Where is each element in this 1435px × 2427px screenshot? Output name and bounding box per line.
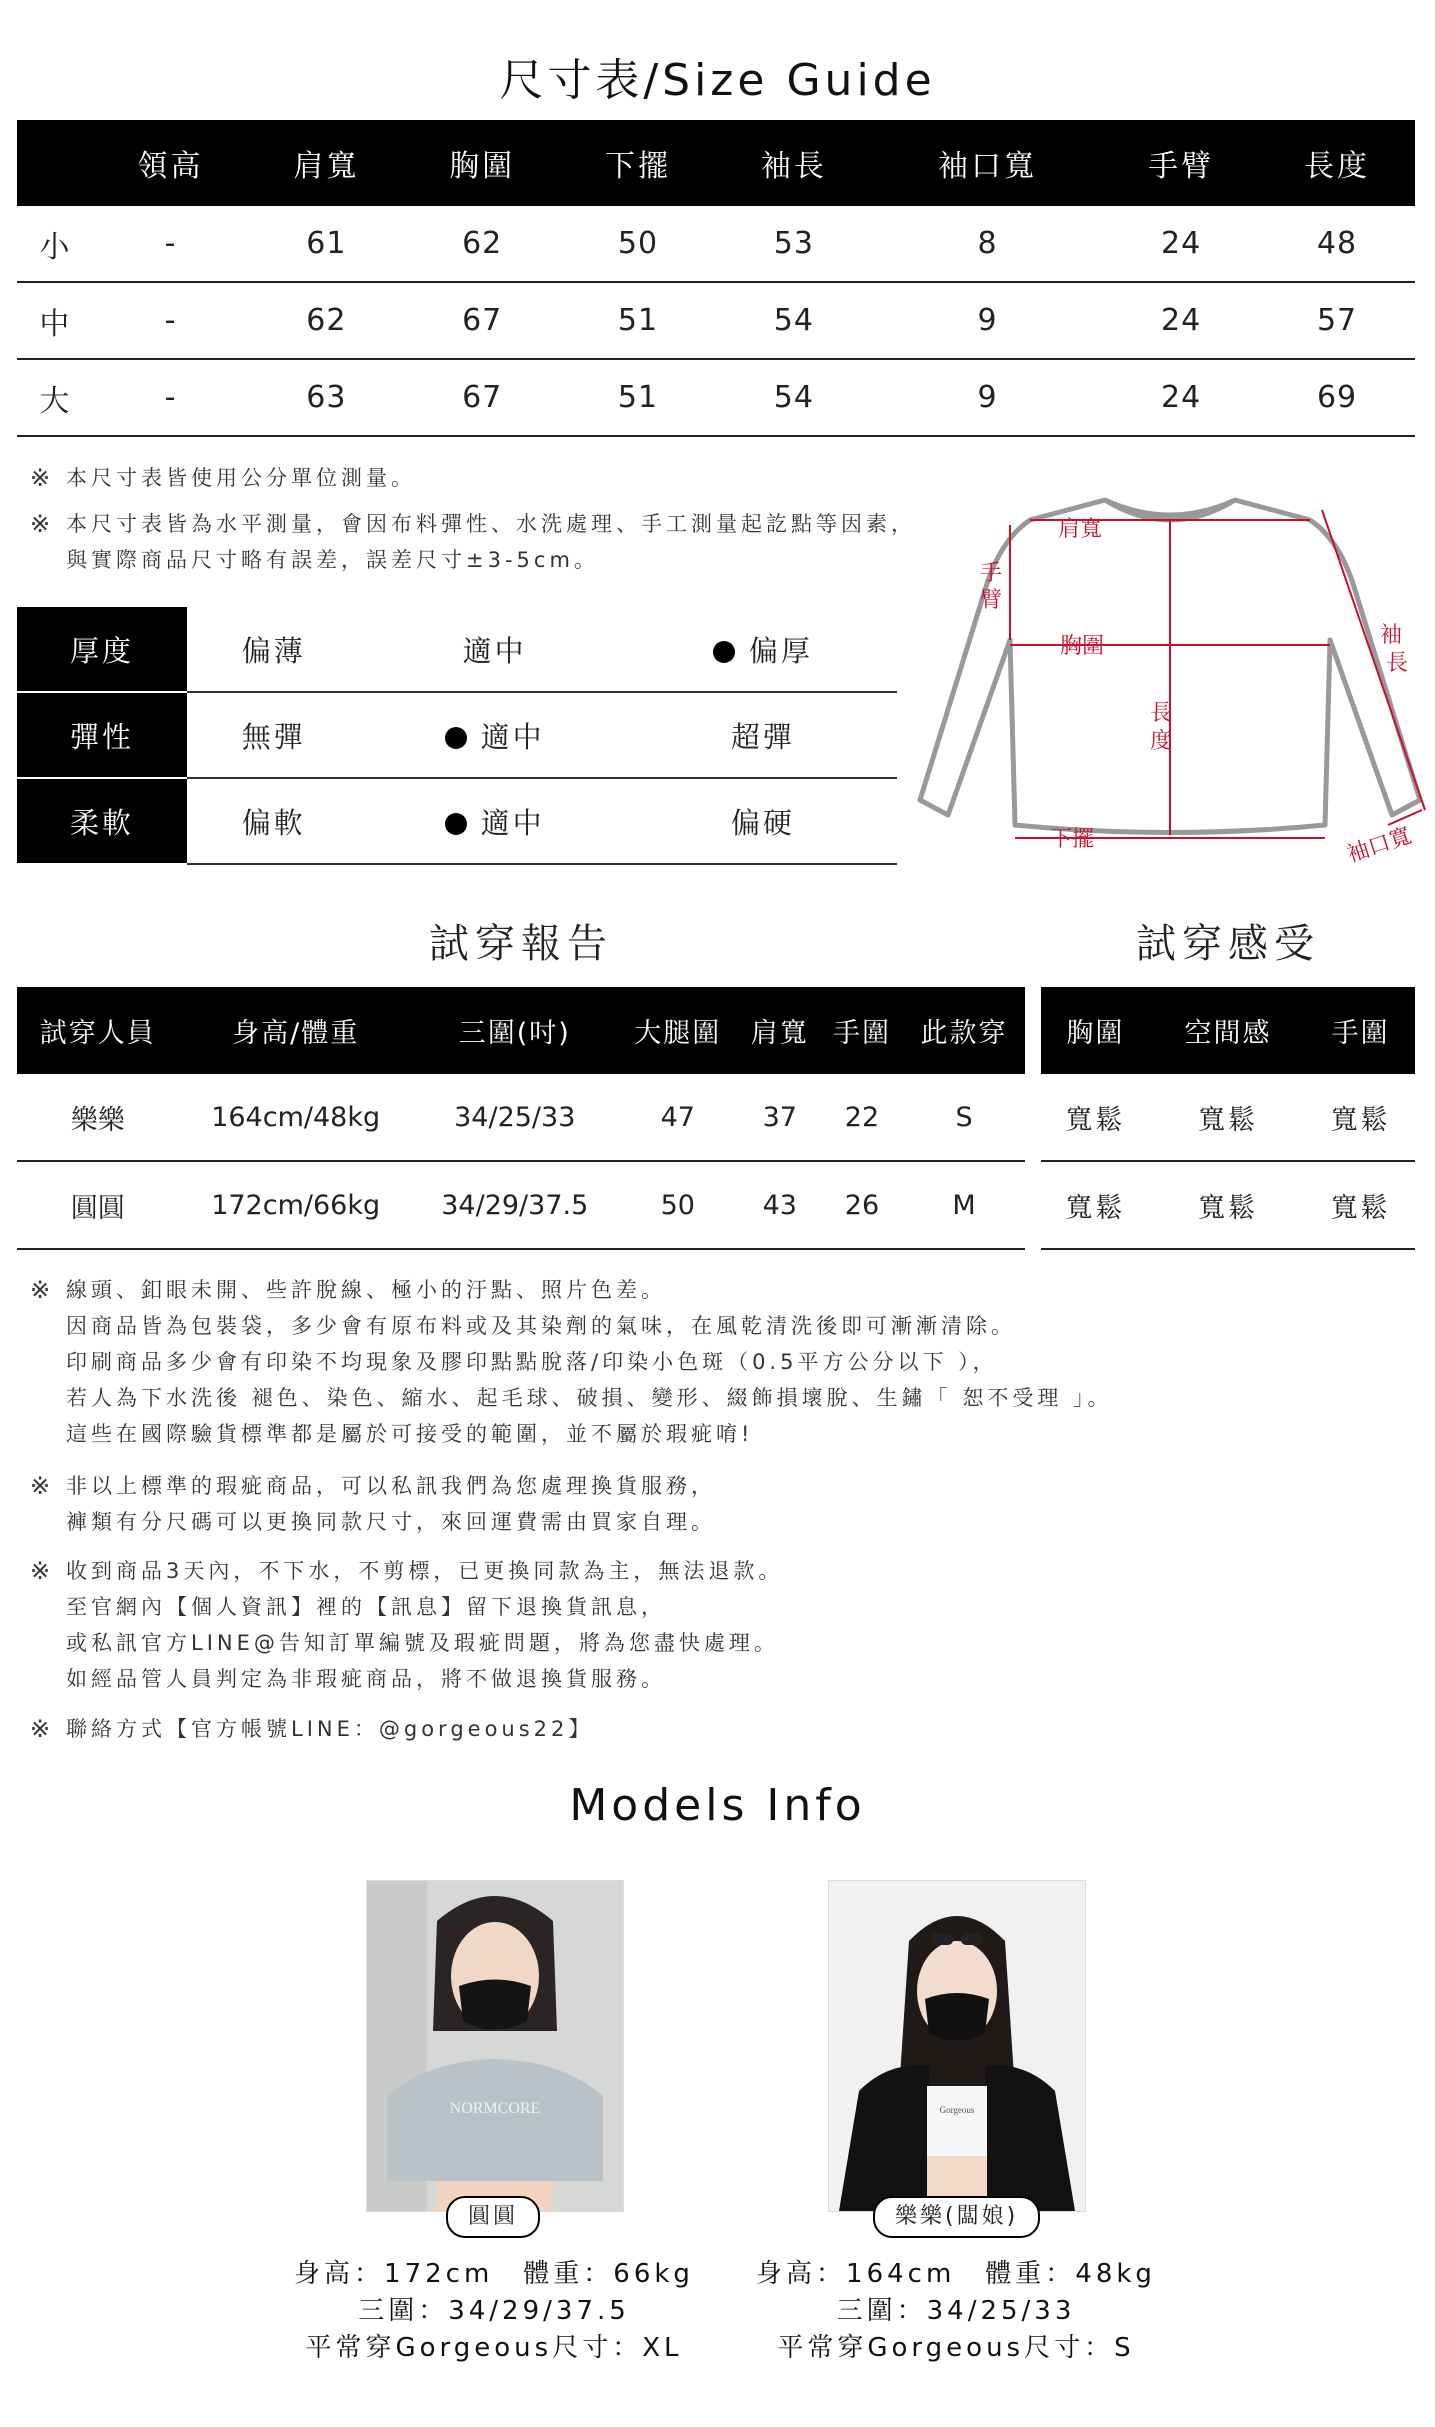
size-cell: 48 — [1259, 206, 1415, 282]
selected-dot-icon — [713, 641, 735, 663]
trial-cell: 圓圓 — [17, 1161, 179, 1249]
policy-block3 — [30, 1553, 784, 1697]
policy-line: 若人為下水洗後 褪色、染色、縮水、起毛球、破損、變形、綴飾損壞脫、生鏽「 恕不受理 」。 — [66, 1386, 1113, 1410]
size-cell: 53 — [716, 206, 872, 282]
size-cell: 24 — [1103, 282, 1259, 359]
attribute-option-label: 偏厚 — [748, 633, 813, 668]
trial-cell: 樂樂 — [17, 1074, 179, 1161]
selected-dot-icon — [445, 727, 467, 749]
shirt-outline — [910, 480, 1430, 880]
diagram-chest-label: 胸圍 — [1060, 634, 1105, 659]
feel-cell: 寬鬆 — [1150, 1074, 1306, 1161]
trial-cell: 164cm/48kg — [179, 1074, 413, 1161]
model-1-shirt-print: NORMCORE — [449, 2100, 541, 2117]
note-text: 與實際商品尺寸略有誤差，誤差尺寸±3-5cm。 — [66, 548, 599, 572]
size-cell: 62 — [404, 206, 560, 282]
attribute-option — [187, 692, 361, 778]
size-cell: 24 — [1103, 359, 1259, 436]
policy-line: 非以上標準的瑕疵商品，可以私訊我們為您處理換貨服務， — [66, 1474, 716, 1498]
size-col-header — [17, 120, 93, 206]
feel-col-header: 空間感 — [1150, 987, 1306, 1074]
attribute-option — [187, 607, 361, 692]
attribute-option-label: 適中 — [480, 719, 545, 754]
size-cell: 8 — [872, 206, 1103, 282]
trial-cell: M — [903, 1161, 1025, 1249]
attribute-option — [361, 778, 629, 864]
feel-col-header: 胸圍 — [1041, 987, 1150, 1074]
diagram-shoulder-label: 肩寬 — [1058, 517, 1103, 542]
model-2-label: 樂樂(闆娘) — [873, 2196, 1040, 2238]
size-cell: 51 — [560, 282, 716, 359]
attribute-table — [17, 607, 897, 865]
diagram-length-label-1: 長 — [1150, 701, 1173, 726]
size-cell: 67 — [404, 359, 560, 436]
trial-col-header: 肩寬 — [739, 987, 821, 1074]
policy-line: 這些在國際驗貨標準都是屬於可接受的範圍，並不屬於瑕疵唷! — [66, 1422, 754, 1446]
feel-cell: 寬鬆 — [1041, 1074, 1150, 1161]
trial-col-header: 此款穿 — [903, 987, 1025, 1074]
size-cell: 57 — [1259, 282, 1415, 359]
attribute-option — [361, 607, 629, 692]
diagram-cuff-label: 袖口寬 — [1344, 823, 1415, 868]
model-2-info-line: 身高：164cm 體重：48kg — [756, 2259, 1156, 2289]
trial-cell: 47 — [617, 1074, 739, 1161]
trial-cell: 50 — [617, 1161, 739, 1249]
size-cell: 50 — [560, 206, 716, 282]
attribute-label: 彈性 — [17, 692, 187, 778]
policy-line: 褲類有分尺碼可以更換同款尺寸，來回運費需由買家自理。 — [66, 1510, 716, 1534]
trial-cell: 34/25/33 — [413, 1074, 617, 1161]
size-col-header: 袖長 — [716, 120, 872, 206]
note-text: 本尺寸表皆為水平測量，會因布料彈性、水洗處理、手工測量起訖點等因素， — [66, 512, 916, 536]
size-col-header: 肩寬 — [248, 120, 404, 206]
attribute-option-label: 適中 — [480, 805, 545, 840]
model-2-info-line: 平常穿Gorgeous尺寸：S — [777, 2333, 1135, 2363]
size-cell: 54 — [716, 359, 872, 436]
size-col-header: 領高 — [93, 120, 249, 206]
attribute-option-label: 適中 — [462, 633, 527, 668]
note-mark: ※ — [30, 464, 55, 492]
trial-cell: 172cm/66kg — [179, 1161, 413, 1249]
model-2-shirt-print: Gorgeous — [939, 2105, 975, 2115]
attribute-option — [629, 692, 897, 778]
attribute-option — [361, 692, 629, 778]
policy-line: 線頭、釦眼未開、些許脫線、極小的汙點、照片色差。 — [66, 1278, 666, 1302]
trial-row — [17, 1074, 1025, 1161]
policy-line: 如經品管人員判定為非瑕疵商品，將不做退換貨服務。 — [66, 1667, 666, 1691]
attribute-option — [629, 778, 897, 864]
trial-cell: 43 — [739, 1161, 821, 1249]
model-2-image — [829, 1881, 1085, 2211]
size-cell: 24 — [1103, 206, 1259, 282]
trial-row — [17, 1161, 1025, 1249]
size-cell: - — [93, 359, 249, 436]
note-mark: ※ — [30, 1276, 55, 1304]
note-mark: ※ — [30, 1557, 55, 1585]
trial-col-header: 試穿人員 — [17, 987, 179, 1074]
note-2 — [30, 506, 916, 578]
trial-col-header: 手圍 — [821, 987, 903, 1074]
size-row — [17, 359, 1415, 436]
policy-block4 — [30, 1711, 594, 1747]
policy-block1 — [30, 1272, 1113, 1452]
trial-col-header: 大腿圍 — [617, 987, 739, 1074]
size-cell: 小 — [17, 206, 93, 282]
diagram-arm-label-1: 手 — [980, 561, 1003, 586]
size-col-header: 手臂 — [1103, 120, 1259, 206]
size-row — [17, 206, 1415, 282]
model-2-info — [716, 2256, 1196, 2367]
diagram-arm-label-2: 臂 — [980, 588, 1003, 613]
trial-cell: 26 — [821, 1161, 903, 1249]
size-cell: 54 — [716, 282, 872, 359]
attribute-option — [187, 778, 361, 864]
size-col-header: 袖口寬 — [872, 120, 1103, 206]
attribute-row — [17, 778, 897, 864]
diagram-sleeve-label-1: 袖 — [1380, 623, 1403, 648]
feel-row — [1041, 1074, 1415, 1161]
diagram-hem-label: 下擺 — [1050, 827, 1095, 852]
feel-cell: 寬鬆 — [1150, 1161, 1306, 1249]
size-cell: 63 — [248, 359, 404, 436]
model-1-info-line: 平常穿Gorgeous尺寸：XL — [305, 2333, 683, 2363]
size-cell: 67 — [404, 282, 560, 359]
attribute-option-label: 超彈 — [730, 719, 795, 754]
trial-report-table — [17, 987, 1025, 1250]
size-cell: - — [93, 282, 249, 359]
size-table-header — [17, 120, 1415, 206]
size-cell: 62 — [248, 282, 404, 359]
model-1-image — [367, 1881, 623, 2211]
size-col-header: 長度 — [1259, 120, 1415, 206]
model-1-info — [254, 2256, 734, 2367]
size-cell: 51 — [560, 359, 716, 436]
attribute-option — [629, 607, 897, 692]
trial-cell: 34/29/37.5 — [413, 1161, 617, 1249]
policy-block2 — [30, 1468, 716, 1540]
size-col-header: 下擺 — [560, 120, 716, 206]
attribute-label: 厚度 — [17, 607, 187, 692]
diagram-sleeve-label-2: 長 — [1386, 651, 1409, 676]
model-photo-2 — [828, 1880, 1086, 2212]
trial-cell: 37 — [739, 1074, 821, 1161]
attribute-option-label: 無彈 — [241, 719, 306, 754]
feel-col-header: 手圍 — [1306, 987, 1415, 1074]
policy-line: 印刷商品多少會有印染不均現象及膠印點點脫落/印染小色斑（0.5平方公分以下 ）， — [66, 1350, 998, 1374]
policy-line: 聯絡方式【官方帳號LINE：@gorgeous22】 — [66, 1717, 594, 1741]
policy-line: 因商品皆為包裝袋，多少會有原布料或及其染劑的氣味，在風乾清洗後即可漸漸清除。 — [66, 1314, 1016, 1338]
trial-cell: 22 — [821, 1074, 903, 1161]
size-cell: 61 — [248, 206, 404, 282]
size-cell: 69 — [1259, 359, 1415, 436]
model-photo-1 — [366, 1880, 624, 2212]
diagram-length-label-2: 度 — [1150, 729, 1173, 754]
size-cell: 9 — [872, 359, 1103, 436]
model-2-info-line: 三圍：34/25/33 — [836, 2296, 1076, 2326]
feel-cell: 寬鬆 — [1306, 1161, 1415, 1249]
size-row — [17, 282, 1415, 359]
policy-line: 或私訊官方LINE@告知訂單編號及瑕疵問題，將為您盡快處理。 — [66, 1631, 779, 1655]
size-cell: 9 — [872, 282, 1103, 359]
size-cell: 大 — [17, 359, 93, 436]
trial-col-header: 三圍(吋) — [413, 987, 617, 1074]
attribute-option-label: 偏硬 — [730, 805, 795, 840]
models-title: Models Info — [569, 1780, 866, 1831]
feel-cell: 寬鬆 — [1306, 1074, 1415, 1161]
attribute-row — [17, 692, 897, 778]
note-mark: ※ — [30, 510, 55, 538]
size-col-header: 胸圍 — [404, 120, 560, 206]
page-title: 尺寸表/Size Guide — [499, 55, 936, 106]
note-mark: ※ — [30, 1715, 55, 1743]
note-text: 本尺寸表皆使用公分單位測量。 — [66, 466, 416, 490]
trial-feel-title: 試穿感受 — [1136, 921, 1320, 967]
size-table-body — [17, 206, 1415, 436]
trial-report-title: 試穿報告 — [429, 921, 613, 967]
attribute-row — [17, 607, 897, 692]
trial-feel-table — [1041, 987, 1415, 1250]
attribute-option-label: 偏軟 — [241, 805, 306, 840]
model-1-info-line: 三圍：34/29/37.5 — [358, 2296, 630, 2326]
model-1-info-line: 身高：172cm 體重：66kg — [294, 2259, 694, 2289]
feel-row — [1041, 1161, 1415, 1249]
size-table — [17, 120, 1415, 437]
note-mark: ※ — [30, 1472, 55, 1500]
shirt-diagram — [910, 480, 1430, 880]
model-1-label: 圓圓 — [446, 2196, 540, 2238]
policy-line: 收到商品3天內，不下水，不剪標，已更換同款為主，無法退款。 — [66, 1559, 784, 1583]
feel-cell: 寬鬆 — [1041, 1161, 1150, 1249]
note-1 — [30, 460, 416, 496]
size-cell: - — [93, 206, 249, 282]
attribute-option-label: 偏薄 — [241, 633, 306, 668]
selected-dot-icon — [445, 813, 467, 835]
size-cell: 中 — [17, 282, 93, 359]
policy-line: 至官網內【個人資訊】裡的【訊息】留下退換貨訊息， — [66, 1595, 666, 1619]
attribute-label: 柔軟 — [17, 778, 187, 864]
trial-cell: S — [903, 1074, 1025, 1161]
trial-col-header: 身高/體重 — [179, 987, 413, 1074]
